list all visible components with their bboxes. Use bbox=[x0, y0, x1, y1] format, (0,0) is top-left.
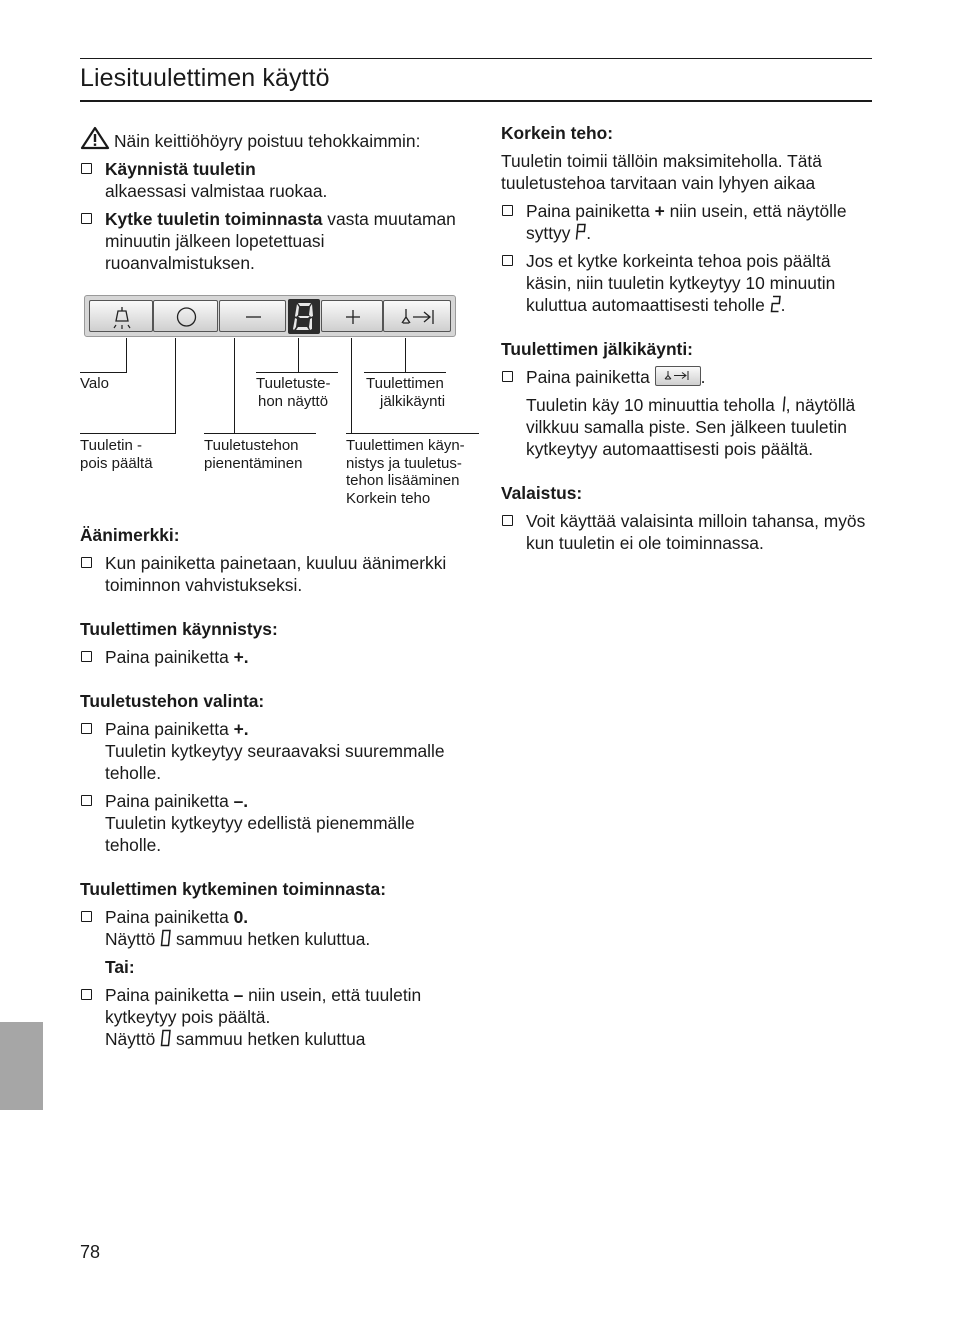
list-item: Paina painiketta . bbox=[501, 366, 873, 388]
checkbox-bullet-icon bbox=[502, 371, 513, 382]
fan-level-display bbox=[288, 299, 320, 334]
list-item: Jos et kytke korkeinta tehoa pois päältä käsin, niin tuuletin kytkeytyy 10 minuutin kuluttua automaattisesti teholle . bbox=[501, 250, 873, 316]
section-heading: Valaistus: bbox=[501, 483, 583, 503]
leader-line bbox=[204, 433, 316, 434]
list-item bbox=[80, 158, 460, 202]
list-item bbox=[80, 790, 460, 856]
warning-text: Näin keittiöhöyry poistuu tehokkaimmin: bbox=[114, 131, 421, 151]
label-display: Tuuletuste- hon näyttö bbox=[256, 375, 331, 410]
section-light bbox=[501, 482, 873, 554]
light-button bbox=[89, 300, 153, 332]
item-text: Paina painiketta bbox=[526, 201, 650, 221]
item-text: Näyttö bbox=[105, 929, 156, 949]
chapter-thumb-tab bbox=[0, 1022, 43, 1110]
item-text: sammuu hetken kuluttua bbox=[175, 1029, 366, 1049]
minus-button bbox=[219, 300, 286, 332]
minus-icon bbox=[220, 301, 287, 333]
item-text: Näyttö bbox=[105, 1029, 156, 1049]
section-sound bbox=[80, 524, 460, 596]
item-text: Paina painiketta bbox=[105, 907, 229, 927]
section-heading: Korkein teho: bbox=[501, 123, 614, 143]
key-symbol: 0. bbox=[233, 907, 249, 927]
checkbox-bullet-icon bbox=[502, 515, 513, 526]
section-heading: Äänimerkki: bbox=[80, 525, 180, 545]
checkbox-bullet-icon bbox=[81, 723, 92, 734]
afterrun-key-icon bbox=[655, 366, 701, 386]
label-increase: Tuulettimen käyn- nistys ja tuuletus- tehon lisääminen Korkein teho bbox=[346, 437, 465, 507]
control-panel bbox=[84, 295, 456, 337]
checkbox-bullet-icon bbox=[502, 255, 513, 266]
afterrun-paragraph: Tuuletin käy 10 minuuttia teholla , näytöllä vilkkuu samalla piste. Sen jälkeen tuuletin kytkeytyy automaattisesti pois päältä. bbox=[526, 395, 856, 459]
control-panel-figure bbox=[80, 293, 480, 508]
leader-line bbox=[346, 433, 479, 434]
leader-line bbox=[351, 338, 352, 434]
label-light: Valo bbox=[80, 375, 109, 392]
or-label: Tai: bbox=[105, 957, 135, 977]
on-off-button bbox=[153, 300, 218, 332]
leader-line bbox=[405, 338, 406, 372]
display-zero-icon bbox=[160, 929, 171, 947]
key-symbol: – bbox=[233, 985, 244, 1005]
page-number: 78 bbox=[80, 1242, 101, 1262]
section-heading: Tuulettimen käynnistys: bbox=[80, 619, 278, 639]
leader-line bbox=[298, 338, 299, 372]
list-item bbox=[80, 906, 460, 950]
leader-line bbox=[80, 372, 127, 373]
item-text: Jos et kytke korkeinta tehoa pois päältä käsin, niin tuuletin kytkeytyy 10 minuutin kuluttua automaattisesti teholle bbox=[526, 251, 836, 315]
intro-warning bbox=[80, 126, 460, 152]
item-bold: Kytke tuuletin toiminnasta bbox=[105, 209, 323, 229]
display-p-icon bbox=[575, 223, 586, 241]
list-item: Paina painiketta + niin usein, että näytölle syttyy . bbox=[501, 200, 873, 244]
leader-line bbox=[80, 433, 176, 434]
leader-line bbox=[234, 338, 235, 434]
checkbox-bullet-icon bbox=[81, 911, 92, 922]
page-title: Liesituulettimen käyttö bbox=[80, 64, 330, 92]
power-circle-icon bbox=[154, 301, 219, 333]
section-text: Tuuletin toimii tällöin maksimiteholla. Tätä tuuletustehoa tarvitaan vain lyhyen aikaa bbox=[501, 151, 822, 193]
list-item bbox=[501, 510, 873, 554]
display-two-icon bbox=[770, 295, 781, 313]
section-off bbox=[80, 878, 460, 1050]
item-text: niin usein, että tuuletin kytkeytyy pois päältä. bbox=[105, 985, 422, 1027]
checkbox-bullet-icon bbox=[502, 205, 513, 216]
section-max bbox=[501, 122, 873, 316]
header-rule-top bbox=[80, 58, 872, 59]
key-symbol: + bbox=[654, 201, 665, 221]
key-symbol: –. bbox=[233, 791, 249, 811]
leader-line bbox=[175, 338, 176, 434]
item-text: Tuuletin kytkeytyy seuraavaksi suuremmalle teholle. bbox=[105, 741, 445, 783]
checkbox-bullet-icon bbox=[81, 163, 92, 174]
section-start bbox=[80, 618, 460, 668]
light-icon bbox=[90, 301, 154, 333]
item-text: sammuu hetken kuluttua. bbox=[175, 929, 371, 949]
item-text: Paina painiketta bbox=[105, 791, 229, 811]
fan-afterrun-icon bbox=[384, 301, 452, 333]
header-rule-bottom bbox=[80, 100, 872, 102]
section-heading: Tuuletustehon valinta: bbox=[80, 691, 265, 711]
section-afterrun bbox=[501, 338, 873, 460]
key-symbol: +. bbox=[233, 647, 249, 667]
item-text: Tuuletin kytkeytyy edellistä pienemmälle teholle. bbox=[105, 813, 415, 855]
checkbox-bullet-icon bbox=[81, 989, 92, 1000]
leader-line bbox=[126, 338, 127, 372]
item-text: Kun painiketta painetaan, kuuluu äänimerkki toiminnon vahvistukseksi. bbox=[105, 553, 447, 595]
checkbox-bullet-icon bbox=[81, 795, 92, 806]
list-item bbox=[80, 984, 460, 1050]
seven-segment-digit-icon bbox=[288, 299, 320, 334]
item-text: alkaessasi valmistaa ruokaa. bbox=[105, 181, 328, 201]
afterrun-button bbox=[383, 300, 451, 332]
item-text: Paina painiketta bbox=[526, 367, 650, 387]
plus-button bbox=[321, 300, 383, 332]
checkbox-bullet-icon bbox=[81, 557, 92, 568]
list-item bbox=[80, 208, 460, 274]
item-bold: Käynnistä tuuletin bbox=[105, 159, 256, 179]
label-afterrun: Tuulettimen jälkikäynti bbox=[366, 375, 446, 410]
section-select bbox=[80, 690, 460, 856]
item-text: vasta muutaman minuutin jälkeen lopetettuasi ruoanvalmistuksen. bbox=[105, 209, 456, 273]
plus-icon bbox=[322, 301, 384, 333]
key-symbol: +. bbox=[233, 719, 249, 739]
section-heading: Tuulettimen kytkeminen toiminnasta: bbox=[80, 879, 386, 899]
item-text: Paina painiketta bbox=[105, 719, 229, 739]
right-column bbox=[501, 122, 873, 554]
list-item bbox=[80, 718, 460, 784]
warning-icon bbox=[80, 126, 110, 150]
section-heading: Tuulettimen jälkikäynti: bbox=[501, 339, 693, 359]
item-text: niin usein, että näytölle syttyy bbox=[526, 201, 847, 243]
list-item bbox=[80, 646, 460, 668]
display-zero-icon bbox=[160, 1029, 171, 1047]
item-text: Paina painiketta bbox=[105, 985, 229, 1005]
left-column bbox=[80, 126, 465, 1050]
label-on-off: Tuuletin - pois päältä bbox=[80, 437, 153, 472]
checkbox-bullet-icon bbox=[81, 651, 92, 662]
label-decrease: Tuuletustehon pienentäminen bbox=[204, 437, 303, 472]
checkbox-bullet-icon bbox=[81, 213, 92, 224]
leader-line bbox=[256, 372, 338, 373]
item-text: Paina painiketta bbox=[105, 647, 229, 667]
item-text: Voit käyttää valaisinta milloin tahansa, myös kun tuuletin ei ole toiminnassa. bbox=[526, 511, 866, 553]
leader-line bbox=[364, 372, 446, 373]
list-item bbox=[80, 552, 460, 596]
